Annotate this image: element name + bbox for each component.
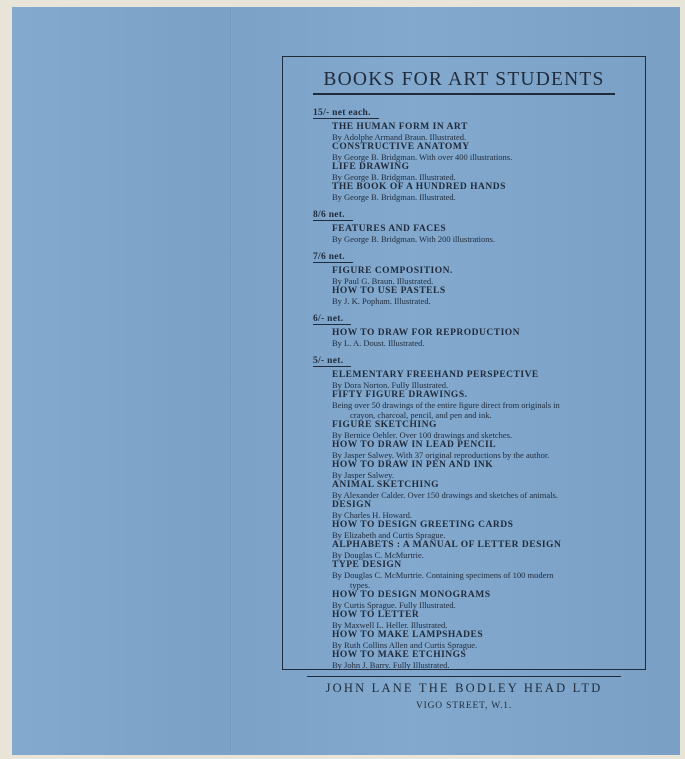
- price-heading: 8/6 net.: [313, 210, 353, 221]
- book-author: By Maxwell L. Heller. Illustrated.: [332, 620, 448, 630]
- book-entry: [313, 500, 615, 520]
- book-entry: [313, 560, 615, 590]
- book-title: FEATURES AND FACES: [332, 224, 447, 234]
- book-author: By George B. Bridgman. Illustrated.: [332, 172, 456, 182]
- book-entry: [313, 540, 615, 560]
- book-entry: [313, 590, 615, 610]
- book-title: FIFTY FIGURE DRAWINGS.: [332, 390, 468, 400]
- book-title: TYPE DESIGN: [332, 560, 402, 570]
- book-entry: [313, 460, 615, 480]
- book-author: By J. K. Popham. Illustrated.: [332, 296, 431, 306]
- price-heading: 15/- net each.: [313, 108, 379, 119]
- price-section: [313, 350, 615, 670]
- book-entry: [313, 650, 615, 670]
- title-rule: [313, 93, 615, 95]
- book-title: HOW TO DRAW FOR REPRODUCTION: [332, 328, 521, 338]
- book-title: HOW TO LETTER: [332, 610, 420, 620]
- book-title: HOW TO DESIGN MONOGRAMS: [332, 590, 491, 600]
- book-list: [313, 102, 615, 670]
- book-title: HOW TO MAKE LAMPSHADES: [332, 630, 484, 640]
- book-entry: [313, 420, 615, 440]
- book-description-line: By Douglas C. McMurtrie. Containing specimens of 100 modern: [332, 570, 554, 580]
- book-title: HOW TO DRAW IN LEAD PENCIL: [332, 440, 497, 450]
- book-title: CONSTRUCTIVE ANATOMY: [332, 142, 470, 152]
- book-entry: [313, 440, 615, 460]
- publisher-name: JOHN LANE THE BODLEY HEAD LTD: [325, 681, 603, 695]
- book-author: By Dora Norton. Fully Illustrated.: [332, 380, 449, 390]
- book-entry: [313, 328, 615, 348]
- book-author: By L. A. Doust. Illustrated.: [332, 338, 425, 348]
- book-author: By Charles H. Howard.: [332, 510, 413, 520]
- book-entry: [313, 610, 615, 630]
- price-heading: 6/- net.: [313, 314, 351, 325]
- book-description: [332, 570, 615, 590]
- book-entry: [313, 182, 615, 202]
- book-title: HOW TO DESIGN GREETING CARDS: [332, 520, 514, 530]
- price-section: [313, 308, 615, 348]
- book-author: By Bernice Oehler. Over 100 drawings and sketches.: [332, 430, 513, 440]
- book-entry: [313, 122, 615, 142]
- book-entry: [313, 520, 615, 540]
- book-author: By Elizabeth and Curtis Sprague.: [332, 530, 446, 540]
- price-section: [313, 246, 615, 306]
- price-heading: 7/6 net.: [313, 252, 353, 263]
- catalogue-panel: [282, 56, 646, 711]
- book-title: THE BOOK OF A HUNDRED HANDS: [332, 182, 506, 192]
- book-description-continuation: types.: [350, 580, 371, 590]
- book-author: By Paul G. Braun. Illustrated.: [332, 276, 434, 286]
- book-title: HOW TO MAKE ETCHINGS: [332, 650, 467, 660]
- book-description-line: Being over 50 drawings of the entire figure direct from originals in: [332, 400, 560, 410]
- book-entry: [313, 480, 615, 500]
- price-heading: 5/- net.: [313, 356, 351, 367]
- fold-crease: [230, 7, 232, 755]
- book-author: By Jasper Salwey. With 37 original reproductions by the author.: [332, 450, 550, 460]
- book-entry: [313, 286, 615, 306]
- price-section: [313, 204, 615, 244]
- book-entry: [313, 266, 615, 286]
- footer-rule: [307, 676, 621, 677]
- book-description: [332, 400, 615, 420]
- book-title: HOW TO DRAW IN PEN AND INK: [332, 460, 494, 470]
- book-author: By Adolphe Armand Braun. Illustrated.: [332, 132, 467, 142]
- book-author: By Curtis Sprague. Fully Illustrated.: [332, 600, 456, 610]
- book-author: By John J. Barry. Fully Illustrated.: [332, 660, 450, 670]
- book-title: FIGURE SKETCHING: [332, 420, 437, 430]
- book-title: ALPHABETS : A MANUAL OF LETTER DESIGN: [332, 540, 562, 550]
- book-title: HOW TO USE PASTELS: [332, 286, 446, 296]
- page-title: BOOKS FOR ART STUDENTS: [323, 69, 605, 90]
- book-description-continuation: crayon, charcoal, pencil, and pen and ink.: [350, 410, 492, 420]
- book-title: ANIMAL SKETCHING: [332, 480, 439, 490]
- book-entry: [313, 162, 615, 182]
- book-title: LIFE DRAWING: [332, 162, 410, 172]
- paper-sheet: [12, 7, 680, 755]
- book-author: By Ruth Collins Allen and Curtis Sprague.: [332, 640, 478, 650]
- book-author: By Douglas C. McMurtrie.: [332, 550, 424, 560]
- book-title: ELEMENTARY FREEHAND PERSPECTIVE: [332, 370, 539, 380]
- book-author: By George B. Bridgman. Illustrated.: [332, 192, 456, 202]
- book-entry: [313, 630, 615, 650]
- book-entry: [313, 390, 615, 420]
- book-title: THE HUMAN FORM IN ART: [332, 122, 468, 132]
- book-author: By Jasper Salwey.: [332, 470, 395, 480]
- book-author: By George B. Bridgman. With over 400 illustrations.: [332, 152, 513, 162]
- book-title: DESIGN: [332, 500, 372, 510]
- book-author: By George B. Bridgman. With 200 illustrations.: [332, 234, 495, 244]
- book-title: FIGURE COMPOSITION.: [332, 266, 453, 276]
- book-entry: [313, 370, 615, 390]
- book-entry: [313, 224, 615, 244]
- book-author: By Alexander Calder. Over 150 drawings and sketches of animals.: [332, 490, 558, 500]
- publisher-address: VIGO STREET, W.1.: [415, 701, 513, 711]
- price-section: [313, 102, 615, 202]
- book-entry: [313, 142, 615, 162]
